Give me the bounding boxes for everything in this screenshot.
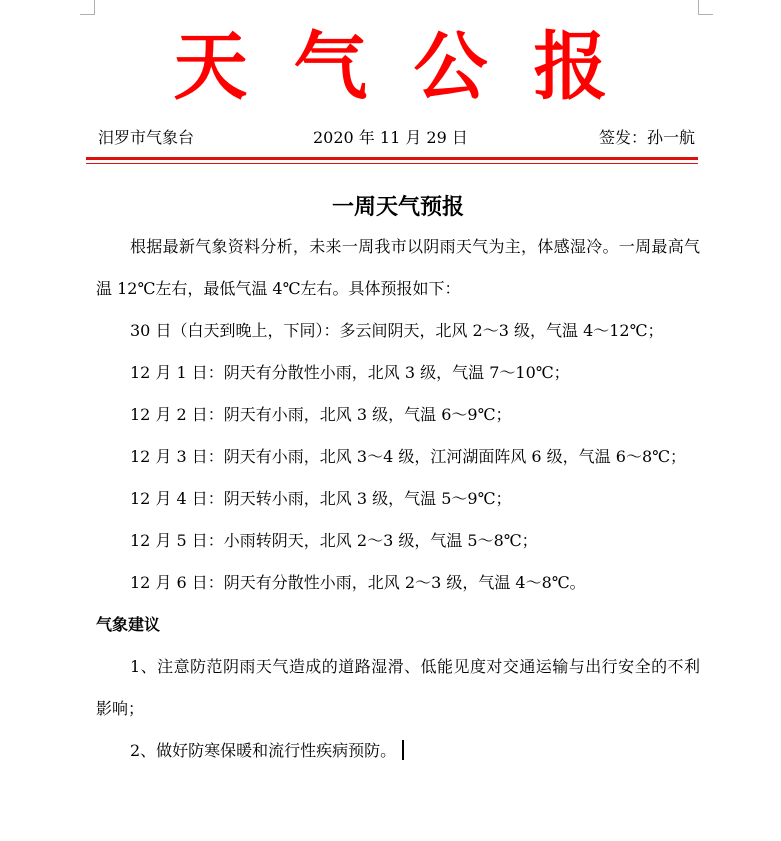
header-rule-thick (86, 157, 698, 160)
forecast-dec-4: 12 月 4 日：阴天转小雨，北风 3 级，气温 5～9℃； (130, 489, 512, 508)
intro-paragraph: 根据最新气象资料分析，未来一周我市以阴雨天气为主，体感湿冷。一周最高气温 12℃左右，最低气温 4℃左右。具体预报如下： (96, 237, 700, 298)
masthead-title: 天气公报 (173, 24, 654, 110)
page-corner-mark-left (80, 0, 95, 15)
issuing-organization: 汨罗市气象台 (98, 128, 195, 147)
signer: 签发：孙一航 (598, 128, 695, 147)
forecast-dec-2: 12 月 2 日：阴天有小雨，北风 3 级，气温 6～9℃； (130, 405, 512, 424)
advice-item-2 (96, 730, 700, 772)
header-rule-thin (86, 163, 698, 164)
forecast-dec-1: 12 月 1 日：阴天有分散性小雨，北风 3 级，气温 7～10℃； (130, 363, 570, 382)
advice-item-2-text: 2、做好防寒保暖和流行性疾病预防。 (130, 741, 397, 760)
document-body[interactable] (96, 190, 700, 772)
advice-item-1: 1、注意防范阴雨天气造成的道路湿滑、低能见度对交通运输与出行安全的不利影响； (96, 657, 700, 718)
text-cursor[interactable] (402, 740, 404, 760)
forecast-dec-3: 12 月 3 日：阴天有小雨，北风 3～4 级，江河湖面阵风 6 级，气温 6～8℃； (130, 447, 687, 466)
forecast-dec-6: 12 月 6 日：阴天有分散性小雨，北风 2～3 级，气温 4～8℃。 (130, 573, 586, 592)
advice-heading: 气象建议 (96, 615, 161, 634)
document-title: 一周天气预报 (331, 195, 464, 220)
issue-date: 2020 年 11 月 29 日 (313, 128, 468, 147)
forecast-dec-5: 12 月 5 日：小雨转阴天，北风 2～3 级，气温 5～8℃； (130, 531, 538, 550)
forecast-day-30: 30 日（白天到晚上，下同）：多云间阴天，北风 2～3 级，气温 4～12℃； (130, 321, 664, 340)
page-corner-mark-right (698, 0, 713, 15)
